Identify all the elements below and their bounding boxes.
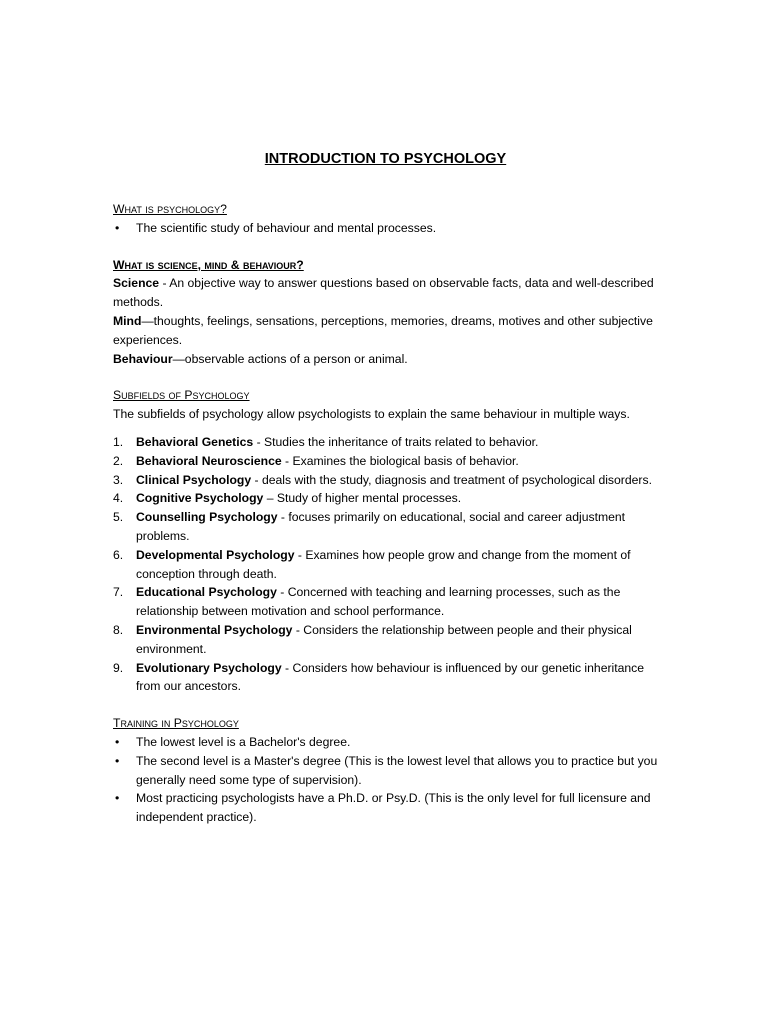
list-item xyxy=(113,433,658,452)
list-item-text: The scientific study of behaviour and mental processes. xyxy=(136,220,437,235)
bullet-marker: • xyxy=(115,220,120,235)
subfields-list xyxy=(113,433,658,696)
bullet-marker: • xyxy=(115,753,120,768)
subfield-term: Behavioral Neuroscience xyxy=(136,453,282,468)
section-heading-what-is-psychology: What is psychology? xyxy=(113,202,227,216)
list-number: 8. xyxy=(113,622,124,637)
subfield-text: - deals with the study, diagnosis and treatment of psychological disorders. xyxy=(251,472,652,487)
bullet-list-definition xyxy=(113,219,658,238)
subfield-term: Developmental Psychology xyxy=(136,547,295,562)
list-item-text: The lowest level is a Bachelor's degree. xyxy=(136,734,351,749)
definition-text: - An objective way to answer questions based on observable facts, data and well-described methods. xyxy=(113,276,654,310)
list-number: 2. xyxy=(113,453,124,468)
section-heading-training: Training in Psychology xyxy=(113,716,239,731)
subfield-term: Cognitive Psychology xyxy=(136,491,264,506)
subfields-intro: The subfields of psychology allow psychologists to explain the same behaviour in multiple ways. xyxy=(113,407,630,422)
subfield-text: - Considers how behaviour is influenced by our genetic inheritance from our ancestors. xyxy=(136,660,645,694)
definition-mind xyxy=(113,312,658,350)
list-item-text: Most practicing psychologists have a Ph.D. or Psy.D. (This is the only level for full licensure and independent practice). xyxy=(136,791,651,825)
list-item xyxy=(113,583,658,621)
subfield-text: - focuses primarily on educational, social and career adjustment problems. xyxy=(136,510,626,543)
subfield-text: - Studies the inheritance of traits related to behavior. xyxy=(253,434,539,449)
list-item xyxy=(113,789,658,827)
definition-science xyxy=(113,274,658,312)
list-number: 5. xyxy=(113,510,124,525)
definition-term: Mind xyxy=(113,313,142,328)
list-number: 1. xyxy=(113,434,124,449)
bullet-marker: • xyxy=(115,734,120,749)
definition-term: Science xyxy=(113,276,160,291)
list-item xyxy=(113,659,658,697)
subfield-text: – Study of higher mental processes. xyxy=(263,491,462,506)
list-item xyxy=(113,452,658,471)
list-item xyxy=(113,219,658,238)
bullet-marker: • xyxy=(115,791,120,806)
definition-term: Behaviour xyxy=(113,351,173,366)
subfield-term: Behavioral Genetics xyxy=(136,434,254,449)
subfield-text: - Concerned with teaching and learning processes, such as the relationship between motivation and school performance. xyxy=(136,585,621,619)
list-number: 9. xyxy=(113,660,124,675)
subfield-text: - Examines the biological basis of behavior. xyxy=(281,453,519,468)
subfield-text: - Considers the relationship between people and their physical environment. xyxy=(136,622,632,656)
training-list xyxy=(113,733,658,827)
list-item xyxy=(113,471,658,490)
list-number: 6. xyxy=(113,547,124,562)
definition-behaviour xyxy=(113,350,658,369)
subfield-term: Counselling Psychology xyxy=(136,510,278,525)
section-heading-subfields: Subfields of Psychology xyxy=(113,388,250,403)
subfield-text: - Examines how people grow and change from the moment of conception through death. xyxy=(136,547,631,581)
list-item-text: The second level is a Master's degree (This is the lowest level that allows you to practice but you generally need some type of supervision). xyxy=(136,753,658,787)
list-item xyxy=(113,621,658,659)
list-number: 3. xyxy=(113,472,124,487)
list-number: 4. xyxy=(113,491,124,506)
list-item xyxy=(113,508,658,546)
subfield-term: Clinical Psychology xyxy=(136,472,252,487)
list-item xyxy=(113,752,658,790)
subfield-term: Evolutionary Psychology xyxy=(136,660,282,675)
document-content xyxy=(113,148,658,827)
subfield-term: Educational Psychology xyxy=(136,585,277,600)
definition-text: —observable actions of a person or animal. xyxy=(172,351,408,366)
list-item xyxy=(113,733,658,752)
section-heading-science-mind-behaviour: What is science, mind & behaviour? xyxy=(113,257,304,272)
subfield-term: Environmental Psychology xyxy=(136,622,293,637)
definition-text: —thoughts, feelings, sensations, perceptions, memories, dreams, motives and other subjective experiences. xyxy=(113,313,653,347)
list-number: 7. xyxy=(113,585,124,600)
list-item xyxy=(113,546,658,584)
list-item xyxy=(113,489,658,508)
page-title: INTRODUCTION TO PSYCHOLOGY xyxy=(264,151,507,167)
